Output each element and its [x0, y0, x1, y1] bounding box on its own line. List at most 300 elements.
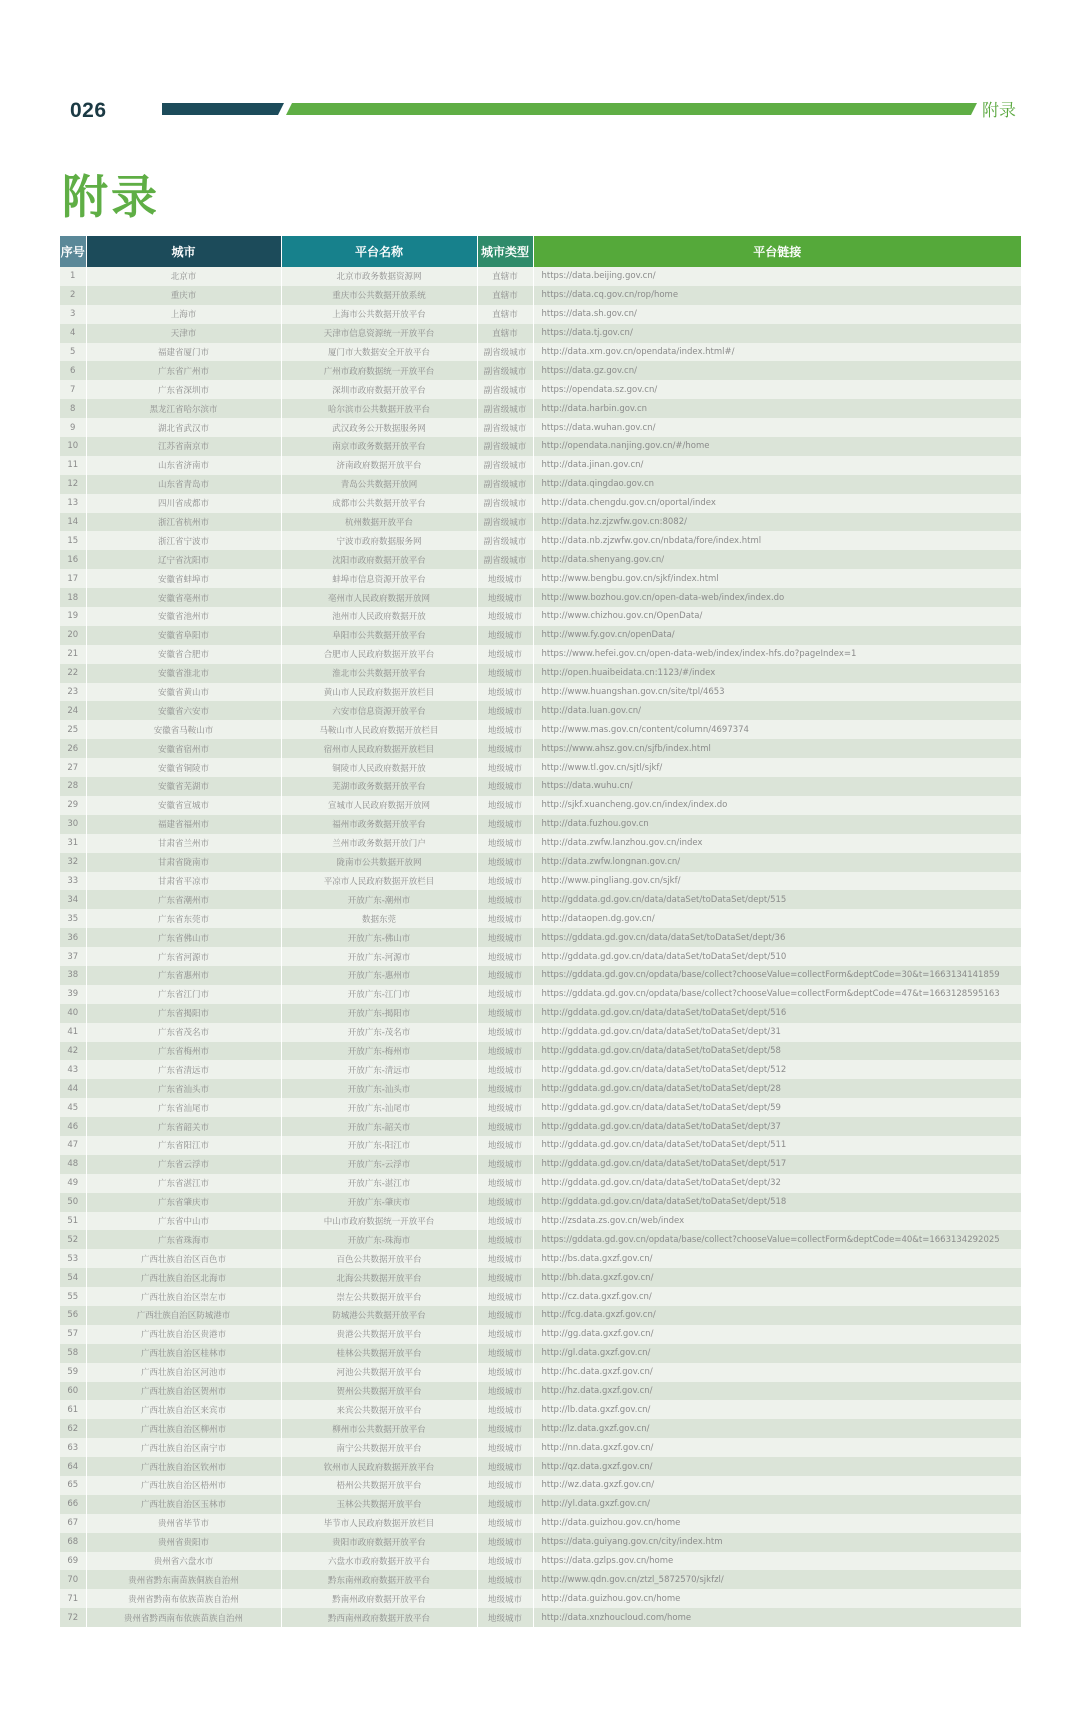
platform-link[interactable]: http://www.mas.gov.cn/content/column/4697374: [533, 720, 1021, 739]
city-cell: 广西壮族自治区钦州市: [86, 1457, 281, 1476]
city-type-cell: 地级城市: [477, 1193, 533, 1212]
table-row: [60, 1457, 1021, 1476]
city-type-cell: 地级城市: [477, 626, 533, 645]
city-type-cell: 地级城市: [477, 1344, 533, 1363]
platform-link[interactable]: http://data.zwfw.longnan.gov.cn/: [533, 853, 1021, 872]
platform-link[interactable]: http://data.jinan.gov.cn/: [533, 456, 1021, 475]
platform-link[interactable]: https://www.ahsz.gov.cn/sjfb/index.html: [533, 739, 1021, 758]
row-index: 20: [60, 626, 86, 645]
city-cell: 浙江省宁波市: [86, 531, 281, 550]
city-type-cell: 地级城市: [477, 1325, 533, 1344]
city-type-cell: 地级城市: [477, 1306, 533, 1325]
platform-link[interactable]: http://gddata.gd.gov.cn/data/dataSet/toDataSet/dept/58: [533, 1042, 1021, 1061]
table-row: [60, 267, 1021, 286]
platform-name-cell: 济南政府数据开放平台: [281, 456, 477, 475]
table-row: [60, 1438, 1021, 1457]
city-cell: 浙江省杭州市: [86, 513, 281, 532]
platform-link[interactable]: http://gddata.gd.gov.cn/data/dataSet/toDataSet/dept/37: [533, 1117, 1021, 1136]
platform-link[interactable]: https://data.guiyang.gov.cn/city/index.htm: [533, 1533, 1021, 1552]
platform-name-cell: 沈阳市政府数据开放平台: [281, 550, 477, 569]
platform-link[interactable]: http://gddata.gd.gov.cn/data/dataSet/toDataSet/dept/510: [533, 947, 1021, 966]
city-cell: 甘肃省陇南市: [86, 853, 281, 872]
row-index: 12: [60, 475, 86, 494]
row-index: 30: [60, 815, 86, 834]
table-row: [60, 361, 1021, 380]
platform-link[interactable]: http://gddata.gd.gov.cn/data/dataSet/toDataSet/dept/517: [533, 1155, 1021, 1174]
table-row: [60, 1495, 1021, 1514]
city-type-cell: 地级城市: [477, 683, 533, 702]
header-city: 城市: [86, 236, 281, 267]
platform-name-cell: 宁波市政府数据服务网: [281, 531, 477, 550]
city-cell: 广东省揭阳市: [86, 1004, 281, 1023]
table-row: [60, 1230, 1021, 1249]
platform-name-cell: 数据东莞: [281, 909, 477, 928]
platform-name-cell: 开放广东-珠海市: [281, 1230, 477, 1249]
platform-link[interactable]: http://gl.data.gxzf.gov.cn/: [533, 1344, 1021, 1363]
platform-name-cell: 马鞍山市人民政府数据开放栏目: [281, 720, 477, 739]
table-row: [60, 1589, 1021, 1608]
city-type-cell: 副省级城市: [477, 361, 533, 380]
row-index: 47: [60, 1136, 86, 1155]
city-cell: 广东省云浮市: [86, 1155, 281, 1174]
platform-link[interactable]: http://hc.data.gxzf.gov.cn/: [533, 1363, 1021, 1382]
city-type-cell: 副省级城市: [477, 531, 533, 550]
city-type-cell: 地级城市: [477, 588, 533, 607]
platform-name-cell: 贵港公共数据开放平台: [281, 1325, 477, 1344]
city-cell: 湖北省武汉市: [86, 418, 281, 437]
platform-link[interactable]: http://www.bozhou.gov.cn/open-data-web/index/index.do: [533, 588, 1021, 607]
city-cell: 安徽省合肥市: [86, 645, 281, 664]
platform-name-cell: 开放广东-湛江市: [281, 1174, 477, 1193]
platform-link[interactable]: http://gddata.gd.gov.cn/data/dataSet/toDataSet/dept/28: [533, 1079, 1021, 1098]
city-type-cell: 地级城市: [477, 645, 533, 664]
section-label: 附录: [982, 101, 1016, 121]
platform-name-cell: 开放广东-云浮市: [281, 1155, 477, 1174]
platform-name-cell: 贵阳市政府数据开放平台: [281, 1533, 477, 1552]
platform-name-cell: 开放广东-汕头市: [281, 1079, 477, 1098]
platform-name-cell: 蚌埠市信息资源开放平台: [281, 569, 477, 588]
city-cell: 广东省韶关市: [86, 1117, 281, 1136]
city-type-cell: 地级城市: [477, 966, 533, 985]
platform-link[interactable]: http://www.bengbu.gov.cn/sjkf/index.html: [533, 569, 1021, 588]
city-cell: 安徽省阜阳市: [86, 626, 281, 645]
city-cell: 安徽省淮北市: [86, 664, 281, 683]
row-index: 31: [60, 834, 86, 853]
platform-name-cell: 北京市政务数据资源网: [281, 267, 477, 286]
platform-name-cell: 宣城市人民政府数据开放网: [281, 796, 477, 815]
header-bar-green-segment: [286, 103, 977, 115]
platform-name-cell: 开放广东-汕尾市: [281, 1098, 477, 1117]
platform-link[interactable]: http://gddata.gd.gov.cn/data/dataSet/toDataSet/dept/59: [533, 1098, 1021, 1117]
city-type-cell: 副省级城市: [477, 399, 533, 418]
table-row: [60, 758, 1021, 777]
platform-link[interactable]: http://cz.data.gxzf.gov.cn/: [533, 1287, 1021, 1306]
table-row: [60, 815, 1021, 834]
city-cell: 广东省江门市: [86, 985, 281, 1004]
platform-link[interactable]: http://gddata.gd.gov.cn/data/dataSet/toDataSet/dept/31: [533, 1023, 1021, 1042]
platform-link[interactable]: http://data.nb.zjzwfw.gov.cn/nbdata/fore/index.html: [533, 531, 1021, 550]
platform-link[interactable]: https://data.beijing.gov.cn/: [533, 267, 1021, 286]
city-type-cell: 地级城市: [477, 1042, 533, 1061]
row-index: 11: [60, 456, 86, 475]
table-row: [60, 1079, 1021, 1098]
row-index: 18: [60, 588, 86, 607]
table-row: [60, 343, 1021, 362]
city-cell: 辽宁省沈阳市: [86, 550, 281, 569]
row-index: 50: [60, 1193, 86, 1212]
city-cell: 安徽省宣城市: [86, 796, 281, 815]
table-row: [60, 1004, 1021, 1023]
table-row: [60, 1400, 1021, 1419]
platform-name-cell: 上海市公共数据开放平台: [281, 305, 477, 324]
table-row: [60, 777, 1021, 796]
header-bar-dark-segment: [162, 103, 284, 115]
platform-name-cell: 黔东南州政府数据开放平台: [281, 1570, 477, 1589]
platform-name-cell: 广州市政府数据统一开放平台: [281, 361, 477, 380]
city-type-cell: 地级城市: [477, 701, 533, 720]
platform-link[interactable]: http://www.huangshan.gov.cn/site/tpl/4653: [533, 683, 1021, 702]
table-body: [60, 267, 1021, 1627]
city-cell: 安徽省铜陵市: [86, 758, 281, 777]
platform-link[interactable]: https://opendata.sz.gov.cn/: [533, 380, 1021, 399]
platform-name-cell: 防城港公共数据开放平台: [281, 1306, 477, 1325]
city-type-cell: 地级城市: [477, 1570, 533, 1589]
table-header-row: [60, 236, 1021, 267]
city-cell: 广东省茂名市: [86, 1023, 281, 1042]
platform-name-cell: 开放广东-河源市: [281, 947, 477, 966]
city-cell: 广西壮族自治区防城港市: [86, 1306, 281, 1325]
platform-link[interactable]: https://data.gzlps.gov.cn/home: [533, 1552, 1021, 1571]
platform-name-cell: 平凉市人民政府数据开放栏目: [281, 872, 477, 891]
platform-link[interactable]: http://bs.data.gxzf.gov.cn/: [533, 1249, 1021, 1268]
platform-name-cell: 开放广东-阳江市: [281, 1136, 477, 1155]
platform-link[interactable]: http://data.zwfw.lanzhou.gov.cn/index: [533, 834, 1021, 853]
platform-link[interactable]: http://nn.data.gxzf.gov.cn/: [533, 1438, 1021, 1457]
row-index: 43: [60, 1060, 86, 1079]
city-cell: 安徽省黄山市: [86, 683, 281, 702]
platform-name-cell: 柳州市公共数据开放平台: [281, 1419, 477, 1438]
platform-link[interactable]: https://gddata.gd.gov.cn/opdata/base/collect?chooseValue=collectForm&deptCode=40&t=1663134292025: [533, 1230, 1021, 1249]
platform-link[interactable]: http://data.xm.gov.cn/opendata/index.html#/: [533, 343, 1021, 362]
platform-link[interactable]: https://gddata.gd.gov.cn/data/dataSet/toDataSet/dept/36: [533, 928, 1021, 947]
city-cell: 广东省惠州市: [86, 966, 281, 985]
platform-link[interactable]: http://opendata.nanjing.gov.cn/#/home: [533, 437, 1021, 456]
header-city-type: 城市类型: [477, 236, 533, 267]
platform-name-cell: 崇左公共数据开放平台: [281, 1287, 477, 1306]
platform-link[interactable]: http://data.xnzhoucloud.com/home: [533, 1608, 1021, 1627]
table-row: [60, 1136, 1021, 1155]
city-type-cell: 地级城市: [477, 607, 533, 626]
city-cell: 甘肃省平凉市: [86, 872, 281, 891]
city-cell: 甘肃省兰州市: [86, 834, 281, 853]
row-index: 32: [60, 853, 86, 872]
city-type-cell: 地级城市: [477, 1552, 533, 1571]
platform-link[interactable]: http://dataopen.dg.gov.cn/: [533, 909, 1021, 928]
city-cell: 贵州省黔南布依族苗族自治州: [86, 1589, 281, 1608]
row-index: 34: [60, 890, 86, 909]
platform-name-cell: 厦门市大数据安全开放平台: [281, 343, 477, 362]
city-cell: 山东省济南市: [86, 456, 281, 475]
table-row: [60, 475, 1021, 494]
city-type-cell: 直辖市: [477, 305, 533, 324]
platform-link[interactable]: http://gddata.gd.gov.cn/data/dataSet/toDataSet/dept/515: [533, 890, 1021, 909]
row-index: 51: [60, 1212, 86, 1231]
platform-name-cell: 开放广东-佛山市: [281, 928, 477, 947]
platform-table: [60, 236, 1021, 1627]
city-cell: 广东省梅州市: [86, 1042, 281, 1061]
platform-link[interactable]: http://gddata.gd.gov.cn/data/dataSet/toDataSet/dept/518: [533, 1193, 1021, 1212]
platform-link[interactable]: http://qz.data.gxzf.gov.cn/: [533, 1457, 1021, 1476]
platform-name-cell: 开放广东-清远市: [281, 1060, 477, 1079]
row-index: 40: [60, 1004, 86, 1023]
city-type-cell: 地级城市: [477, 1382, 533, 1401]
platform-link[interactable]: http://data.hz.zjzwfw.gov.cn:8082/: [533, 513, 1021, 532]
platform-name-cell: 青岛公共数据开放网: [281, 475, 477, 494]
table-row: [60, 966, 1021, 985]
city-cell: 福建省福州市: [86, 815, 281, 834]
platform-name-cell: 桂林公共数据开放平台: [281, 1344, 477, 1363]
city-type-cell: 直辖市: [477, 286, 533, 305]
platform-name-cell: 阜阳市公共数据开放平台: [281, 626, 477, 645]
city-cell: 广西壮族自治区柳州市: [86, 1419, 281, 1438]
city-type-cell: 地级城市: [477, 1495, 533, 1514]
platform-link[interactable]: http://data.luan.gov.cn/: [533, 701, 1021, 720]
city-type-cell: 地级城市: [477, 739, 533, 758]
city-cell: 广西壮族自治区来宾市: [86, 1400, 281, 1419]
platform-link[interactable]: http://data.chengdu.gov.cn/oportal/index: [533, 494, 1021, 513]
city-type-cell: 地级城市: [477, 909, 533, 928]
platform-name-cell: 杭州数据开放平台: [281, 513, 477, 532]
city-cell: 广东省广州市: [86, 361, 281, 380]
table-row: [60, 324, 1021, 343]
city-type-cell: 地级城市: [477, 1476, 533, 1495]
city-type-cell: 副省级城市: [477, 418, 533, 437]
platform-link[interactable]: http://zsdata.zs.gov.cn/web/index: [533, 1212, 1021, 1231]
city-cell: 广东省珠海市: [86, 1230, 281, 1249]
platform-name-cell: 开放广东-潮州市: [281, 890, 477, 909]
table-row: [60, 1552, 1021, 1571]
table-row: [60, 1249, 1021, 1268]
city-cell: 广西壮族自治区崇左市: [86, 1287, 281, 1306]
platform-link[interactable]: http://data.harbin.gov.cn: [533, 399, 1021, 418]
platform-name-cell: 池州市人民政府数据开放: [281, 607, 477, 626]
city-type-cell: 地级城市: [477, 1060, 533, 1079]
city-cell: 广西壮族自治区南宁市: [86, 1438, 281, 1457]
city-cell: 四川省成都市: [86, 494, 281, 513]
platform-link[interactable]: http://www.qdn.gov.cn/ztzl_5872570/sjkfzl/: [533, 1570, 1021, 1589]
platform-link[interactable]: http://data.shenyang.gov.cn/: [533, 550, 1021, 569]
city-type-cell: 地级城市: [477, 1155, 533, 1174]
platform-name-cell: 河池公共数据开放平台: [281, 1363, 477, 1382]
page-number: 026: [70, 99, 107, 122]
table-row: [60, 305, 1021, 324]
platform-link[interactable]: http://data.fuzhou.gov.cn: [533, 815, 1021, 834]
city-type-cell: 地级城市: [477, 1249, 533, 1268]
platform-link[interactable]: http://hz.data.gxzf.gov.cn/: [533, 1382, 1021, 1401]
row-index: 56: [60, 1306, 86, 1325]
platform-link[interactable]: http://gddata.gd.gov.cn/data/dataSet/toDataSet/dept/512: [533, 1060, 1021, 1079]
city-type-cell: 地级城市: [477, 1117, 533, 1136]
row-index: 22: [60, 664, 86, 683]
platform-link[interactable]: https://data.cq.gov.cn/rop/home: [533, 286, 1021, 305]
city-cell: 黑龙江省哈尔滨市: [86, 399, 281, 418]
city-type-cell: 副省级城市: [477, 380, 533, 399]
row-index: 68: [60, 1533, 86, 1552]
row-index: 52: [60, 1230, 86, 1249]
city-type-cell: 地级城市: [477, 664, 533, 683]
platform-link[interactable]: https://data.wuhan.gov.cn/: [533, 418, 1021, 437]
row-index: 41: [60, 1023, 86, 1042]
city-cell: 广东省肇庆市: [86, 1193, 281, 1212]
row-index: 71: [60, 1589, 86, 1608]
table-row: [60, 853, 1021, 872]
platform-name-cell: 陇南市公共数据开放网: [281, 853, 477, 872]
table-row: [60, 1042, 1021, 1061]
platform-link[interactable]: http://wz.data.gxzf.gov.cn/: [533, 1476, 1021, 1495]
city-cell: 广东省佛山市: [86, 928, 281, 947]
city-type-cell: 地级城市: [477, 985, 533, 1004]
row-index: 72: [60, 1608, 86, 1627]
city-type-cell: 直辖市: [477, 324, 533, 343]
header-decorative-bar: [162, 103, 977, 115]
platform-link[interactable]: http://www.tl.gov.cn/sjtl/sjkf/: [533, 758, 1021, 777]
city-type-cell: 地级城市: [477, 1004, 533, 1023]
table-row: [60, 1608, 1021, 1627]
city-cell: 广东省潮州市: [86, 890, 281, 909]
platform-link[interactable]: http://gddata.gd.gov.cn/data/dataSet/toDataSet/dept/32: [533, 1174, 1021, 1193]
row-index: 69: [60, 1552, 86, 1571]
platform-link[interactable]: http://lz.data.gxzf.gov.cn/: [533, 1419, 1021, 1438]
city-cell: 广东省汕尾市: [86, 1098, 281, 1117]
platform-link[interactable]: https://data.gz.gov.cn/: [533, 361, 1021, 380]
platform-link[interactable]: https://gddata.gd.gov.cn/opdata/base/collect?chooseValue=collectForm&deptCode=30&t=1663134141859: [533, 966, 1021, 985]
platform-name-cell: 黄山市人民政府数据开放栏目: [281, 683, 477, 702]
platform-name-cell: 开放广东-梅州市: [281, 1042, 477, 1061]
city-cell: 天津市: [86, 324, 281, 343]
row-index: 59: [60, 1363, 86, 1382]
platform-link[interactable]: http://yl.data.gxzf.gov.cn/: [533, 1495, 1021, 1514]
row-index: 35: [60, 909, 86, 928]
table-row: [60, 928, 1021, 947]
row-index: 65: [60, 1476, 86, 1495]
city-cell: 江苏省南京市: [86, 437, 281, 456]
platform-name-cell: 梧州公共数据开放平台: [281, 1476, 477, 1495]
city-cell: 贵州省黔西南布依族苗族自治州: [86, 1608, 281, 1627]
city-cell: 福建省厦门市: [86, 343, 281, 362]
platform-link[interactable]: http://data.qingdao.gov.cn: [533, 475, 1021, 494]
platform-link[interactable]: https://data.sh.gov.cn/: [533, 305, 1021, 324]
table-row: [60, 1023, 1021, 1042]
platform-name-cell: 亳州市人民政府数据开放网: [281, 588, 477, 607]
city-cell: 广东省阳江市: [86, 1136, 281, 1155]
platform-link[interactable]: https://data.wuhu.cn/: [533, 777, 1021, 796]
platform-name-cell: 福州市政务数据开放平台: [281, 815, 477, 834]
platform-name-cell: 黔西南州政府数据开放平台: [281, 1608, 477, 1627]
platform-link[interactable]: http://bh.data.gxzf.gov.cn/: [533, 1268, 1021, 1287]
city-type-cell: 副省级城市: [477, 513, 533, 532]
row-index: 3: [60, 305, 86, 324]
city-type-cell: 地级城市: [477, 890, 533, 909]
row-index: 15: [60, 531, 86, 550]
city-type-cell: 地级城市: [477, 1438, 533, 1457]
table-row: [60, 909, 1021, 928]
row-index: 66: [60, 1495, 86, 1514]
row-index: 29: [60, 796, 86, 815]
table-row: [60, 645, 1021, 664]
platform-link[interactable]: http://open.huaibeidata.cn:1123/#/index: [533, 664, 1021, 683]
row-index: 14: [60, 513, 86, 532]
row-index: 61: [60, 1400, 86, 1419]
platform-name-cell: 开放广东-韶关市: [281, 1117, 477, 1136]
city-type-cell: 地级城市: [477, 1136, 533, 1155]
platform-link[interactable]: http://data.guizhou.gov.cn/home: [533, 1514, 1021, 1533]
table-row: [60, 380, 1021, 399]
city-cell: 广西壮族自治区北海市: [86, 1268, 281, 1287]
table-row: [60, 1193, 1021, 1212]
platform-link[interactable]: http://gddata.gd.gov.cn/data/dataSet/toDataSet/dept/511: [533, 1136, 1021, 1155]
table-row: [60, 664, 1021, 683]
table-row: [60, 796, 1021, 815]
platform-link[interactable]: http://gddata.gd.gov.cn/data/dataSet/toDataSet/dept/516: [533, 1004, 1021, 1023]
city-cell: 贵州省黔东南苗族侗族自治州: [86, 1570, 281, 1589]
city-type-cell: 直辖市: [477, 267, 533, 286]
city-cell: 安徽省亳州市: [86, 588, 281, 607]
table-row: [60, 701, 1021, 720]
city-type-cell: 地级城市: [477, 872, 533, 891]
city-type-cell: 副省级城市: [477, 343, 533, 362]
platform-link[interactable]: http://gg.data.gxzf.gov.cn/: [533, 1325, 1021, 1344]
platform-name-cell: 淮北市公共数据开放平台: [281, 664, 477, 683]
table-row: [60, 588, 1021, 607]
platform-link[interactable]: http://www.chizhou.gov.cn/OpenData/: [533, 607, 1021, 626]
city-cell: 广西壮族自治区贵港市: [86, 1325, 281, 1344]
platform-link[interactable]: https://www.hefei.gov.cn/open-data-web/index/index-hfs.do?pageIndex=1: [533, 645, 1021, 664]
city-type-cell: 地级城市: [477, 720, 533, 739]
header-index: 序号: [60, 236, 86, 267]
table-row: [60, 607, 1021, 626]
platform-link[interactable]: http://sjkf.xuancheng.gov.cn/index/index.do: [533, 796, 1021, 815]
row-index: 1: [60, 267, 86, 286]
platform-name-cell: 天津市信息资源统一开放平台: [281, 324, 477, 343]
platform-link[interactable]: http://fcg.data.gxzf.gov.cn/: [533, 1306, 1021, 1325]
row-index: 9: [60, 418, 86, 437]
platform-name-cell: 兰州市政务数据开放门户: [281, 834, 477, 853]
row-index: 39: [60, 985, 86, 1004]
platform-link[interactable]: http://www.fy.gov.cn/openData/: [533, 626, 1021, 645]
city-type-cell: 地级城市: [477, 796, 533, 815]
row-index: 2: [60, 286, 86, 305]
table-row: [60, 286, 1021, 305]
platform-name-cell: 开放广东-惠州市: [281, 966, 477, 985]
row-index: 37: [60, 947, 86, 966]
row-index: 17: [60, 569, 86, 588]
platform-name-cell: 宿州市人民政府数据开放栏目: [281, 739, 477, 758]
table-row: [60, 834, 1021, 853]
platform-name-cell: 黔南州政府数据开放平台: [281, 1589, 477, 1608]
row-index: 48: [60, 1155, 86, 1174]
platform-link[interactable]: http://data.guizhou.gov.cn/home: [533, 1589, 1021, 1608]
platform-link[interactable]: http://lb.data.gxzf.gov.cn/: [533, 1400, 1021, 1419]
city-type-cell: 地级城市: [477, 1419, 533, 1438]
row-index: 70: [60, 1570, 86, 1589]
platform-link[interactable]: https://data.tj.gov.cn/: [533, 324, 1021, 343]
row-index: 45: [60, 1098, 86, 1117]
city-cell: 广东省清远市: [86, 1060, 281, 1079]
city-cell: 广东省河源市: [86, 947, 281, 966]
platform-link[interactable]: https://gddata.gd.gov.cn/opdata/base/collect?chooseValue=collectForm&deptCode=47&t=1663128595163: [533, 985, 1021, 1004]
platform-link[interactable]: http://www.pingliang.gov.cn/sjkf/: [533, 872, 1021, 891]
city-cell: 安徽省蚌埠市: [86, 569, 281, 588]
